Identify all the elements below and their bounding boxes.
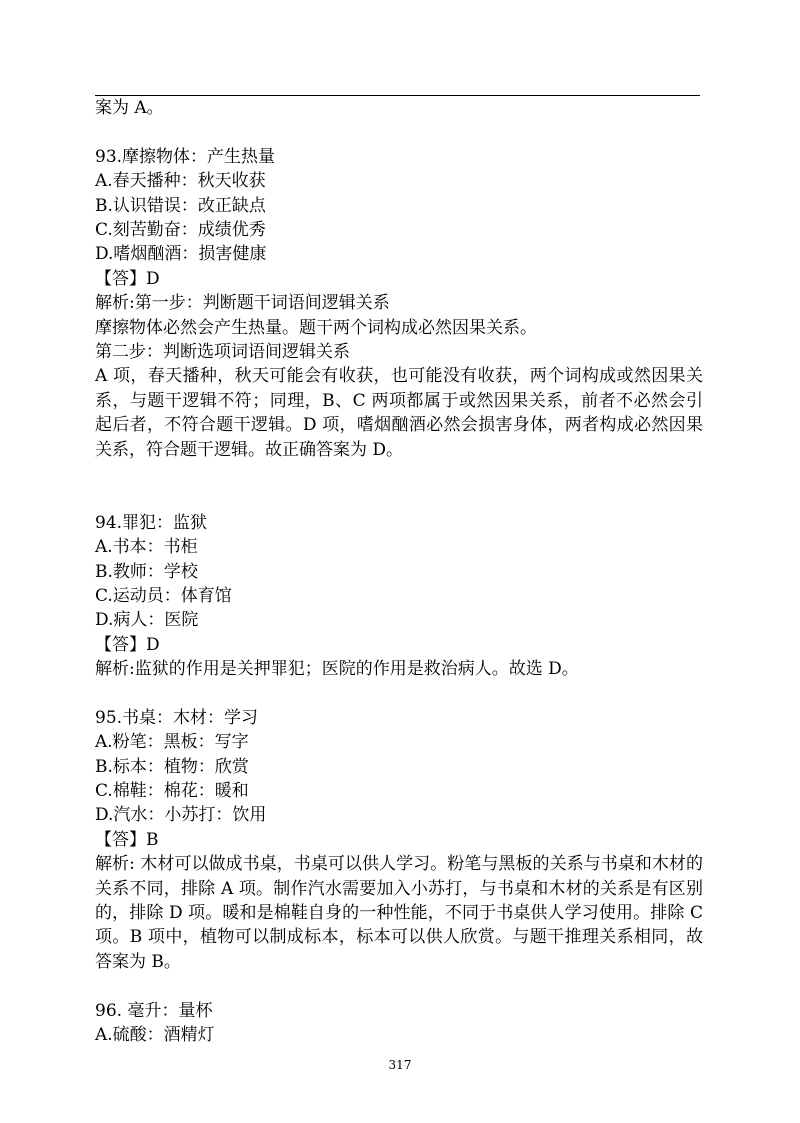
question-94	[95, 511, 703, 682]
option-b: B.标本：植物：欣赏	[95, 756, 249, 777]
option-a: A.粉笔：黑板：写字	[95, 732, 249, 753]
option-c: C.刻苦勤奋：成绩优秀	[95, 219, 266, 240]
page-content	[95, 96, 703, 1047]
continuation-text: 案为 A。	[95, 98, 164, 118]
question-stem: 93.摩擦物体：产生热量	[95, 146, 276, 167]
option-a: A.书本：书柜	[95, 537, 198, 558]
analysis-line: 解析:监狱的作用是关押罪犯；医院的作用是救治病人。故选 D。	[95, 659, 579, 680]
answer-label: 【答】B	[95, 829, 159, 850]
option-a: A.春天播种：秋天收获	[95, 171, 266, 192]
question-96	[95, 999, 703, 1048]
question-stem: 94.罪犯：监狱	[95, 512, 208, 533]
option-c: C.棉鞋：棉花：暖和	[95, 781, 249, 802]
question-stem: 96. 毫升：量杯	[95, 1000, 213, 1021]
option-d: D.病人：医院	[95, 610, 199, 631]
option-d: D.嗜烟酗酒：损害健康	[95, 244, 267, 265]
analysis-line: 摩擦物体必然会产生热量。题干两个词构成必然因果关系。	[95, 317, 537, 338]
analysis-paragraph: A 项，春天播种，秋天可能会有收获，也可能没有收获，两个词构成或然因果关系，与题干逻辑不符；同理，B、C 两项都属于或然因果关系，前者不必然会引起后者，不符合题干逻辑。D 项，嗜烟酗酒必然会损害身体，两者构成必然因果关系，符合题干逻辑。故正确答案为 D。	[95, 366, 703, 460]
option-b: B.认识错误：改正缺点	[95, 195, 266, 216]
page-number: 317	[388, 1058, 412, 1072]
option-c: C.运动员：体育馆	[95, 585, 232, 606]
option-a: A.硫酸：酒精灯	[95, 1025, 215, 1045]
analysis-line: 第二步：判断选项词语间逻辑关系	[95, 341, 350, 362]
answer-label: 【答】D	[95, 634, 160, 655]
analysis-paragraph: 解析: 木材可以做成书桌，书桌可以供人学习。粉笔与黑板的关系与书桌和木材的关系不同，排除 A 项。制作汽水需要加入小苏打，与书桌和木材的关系是有区别的，排除 D 项。暖和是棉鞋自身的一种性能，不同于书桌供人学习使用。排除 C 项。B 项中，植物可以制成标本，标本可以供人欣赏。与题干推理关系相同，故答案为 B。	[95, 854, 703, 972]
question-93	[95, 145, 703, 462]
answer-label: 【答】D	[95, 268, 160, 289]
question-95	[95, 706, 703, 974]
question-stem: 95.书桌：木材：学习	[95, 707, 259, 728]
analysis-line: 解析:第一步：判断题干词语间逻辑关系	[95, 293, 390, 314]
option-d: D.汽水：小苏打：饮用	[95, 805, 267, 826]
option-b: B.教师：学校	[95, 561, 198, 582]
